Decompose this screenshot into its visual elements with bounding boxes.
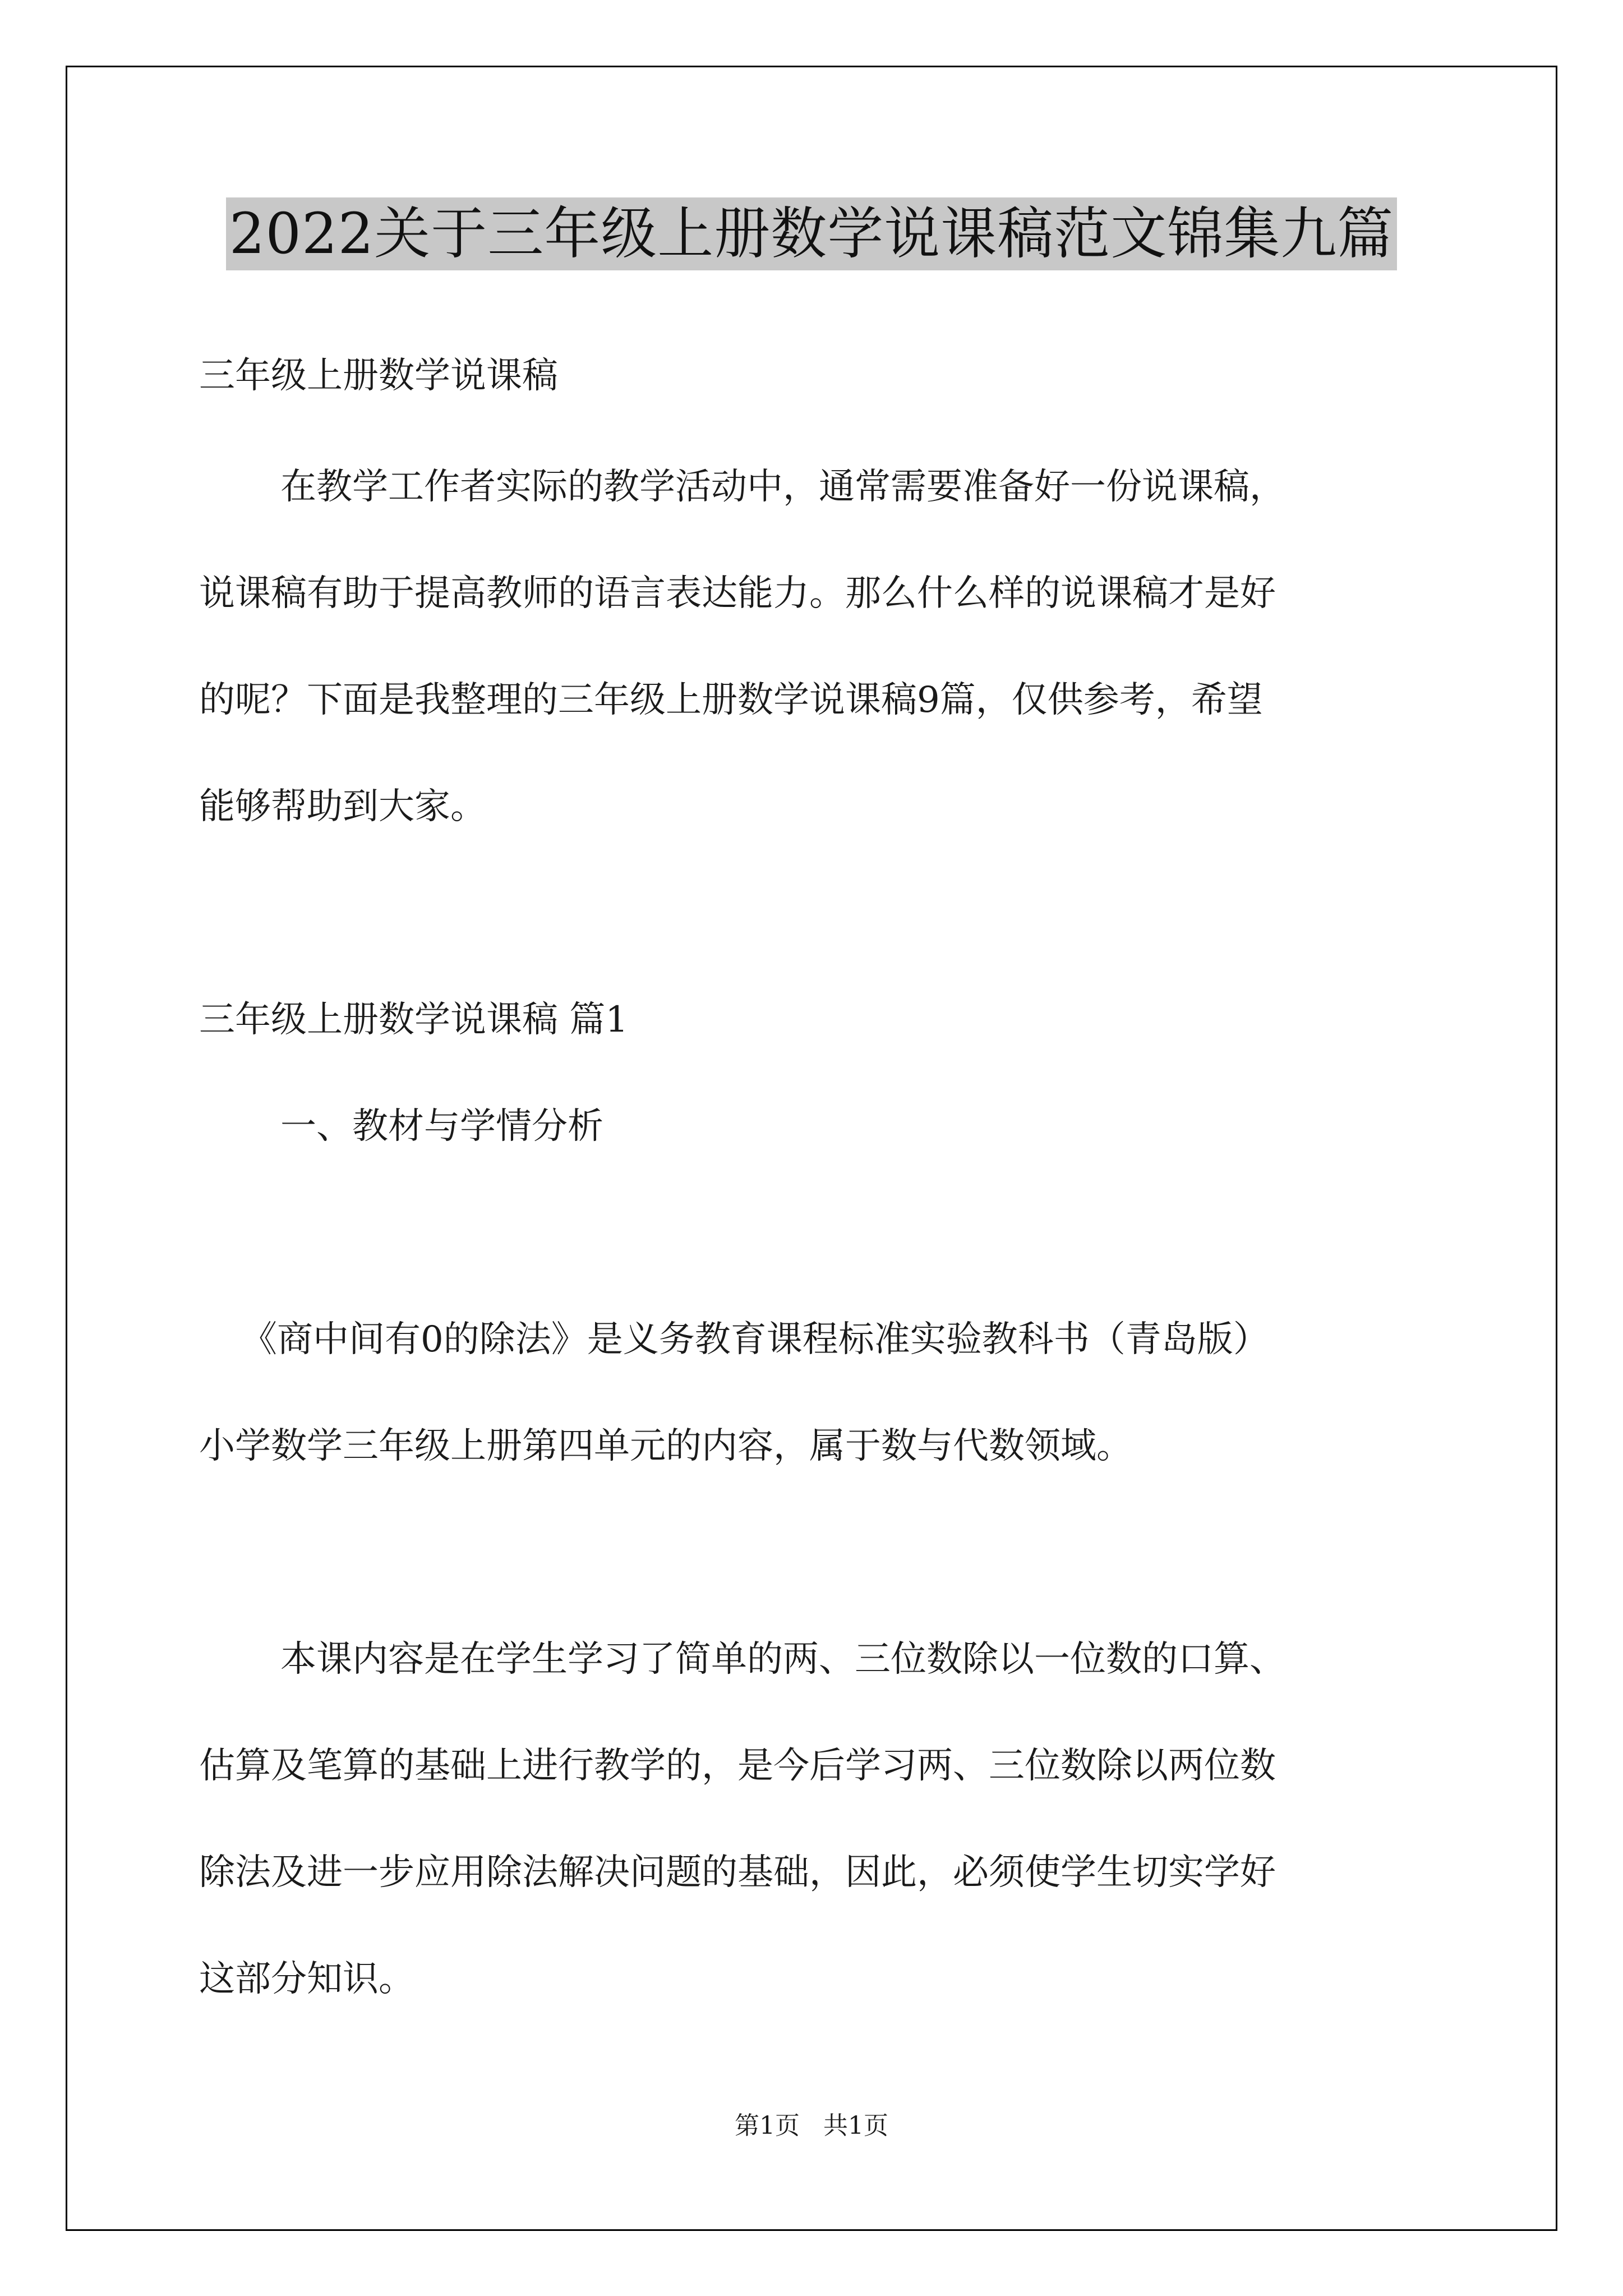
para2-line-1: 本课内容是在学生学习了简单的两、三位数除以一位数的口算、 (280, 1639, 1285, 1680)
title-container (0, 197, 1623, 270)
page-footer: 第1页 共1页 (735, 2111, 888, 2140)
section-heading: 三年级上册数学说课稿 篇1 (199, 999, 629, 1041)
para2-line-4: 这部分知识。 (199, 1958, 414, 2000)
para2-line-3: 除法及进一步应用除法解决问题的基础，因此，必须使学生切实学好 (199, 1852, 1276, 1893)
intro-line-1: 在教学工作者实际的教学活动中，通常需要准备好一份说课稿， (280, 466, 1285, 508)
document-title: 2022关于三年级上册数学说课稿范文锦集九篇 (226, 197, 1398, 270)
document-subtitle: 三年级上册数学说课稿 (199, 355, 558, 397)
para1-line-2: 小学数学三年级上册第四单元的内容，属于数与代数领域。 (199, 1425, 1132, 1467)
intro-line-2: 说课稿有助于提高教师的语言表达能力。那么什么样的说课稿才是好 (199, 573, 1276, 614)
section-subheading: 一、教材与学情分析 (280, 1106, 603, 1147)
intro-line-4: 能够帮助到大家。 (199, 786, 486, 827)
para2-line-2: 估算及笔算的基础上进行教学的，是今后学习两、三位数除以两位数 (199, 1745, 1276, 1787)
para1-line-1: 《商中间有0的除法》是义务教育课程标准实验教科书（青岛版） (241, 1319, 1269, 1360)
intro-line-3: 的呢？下面是我整理的三年级上册数学说课稿9篇，仅供参考，希望 (199, 679, 1263, 721)
